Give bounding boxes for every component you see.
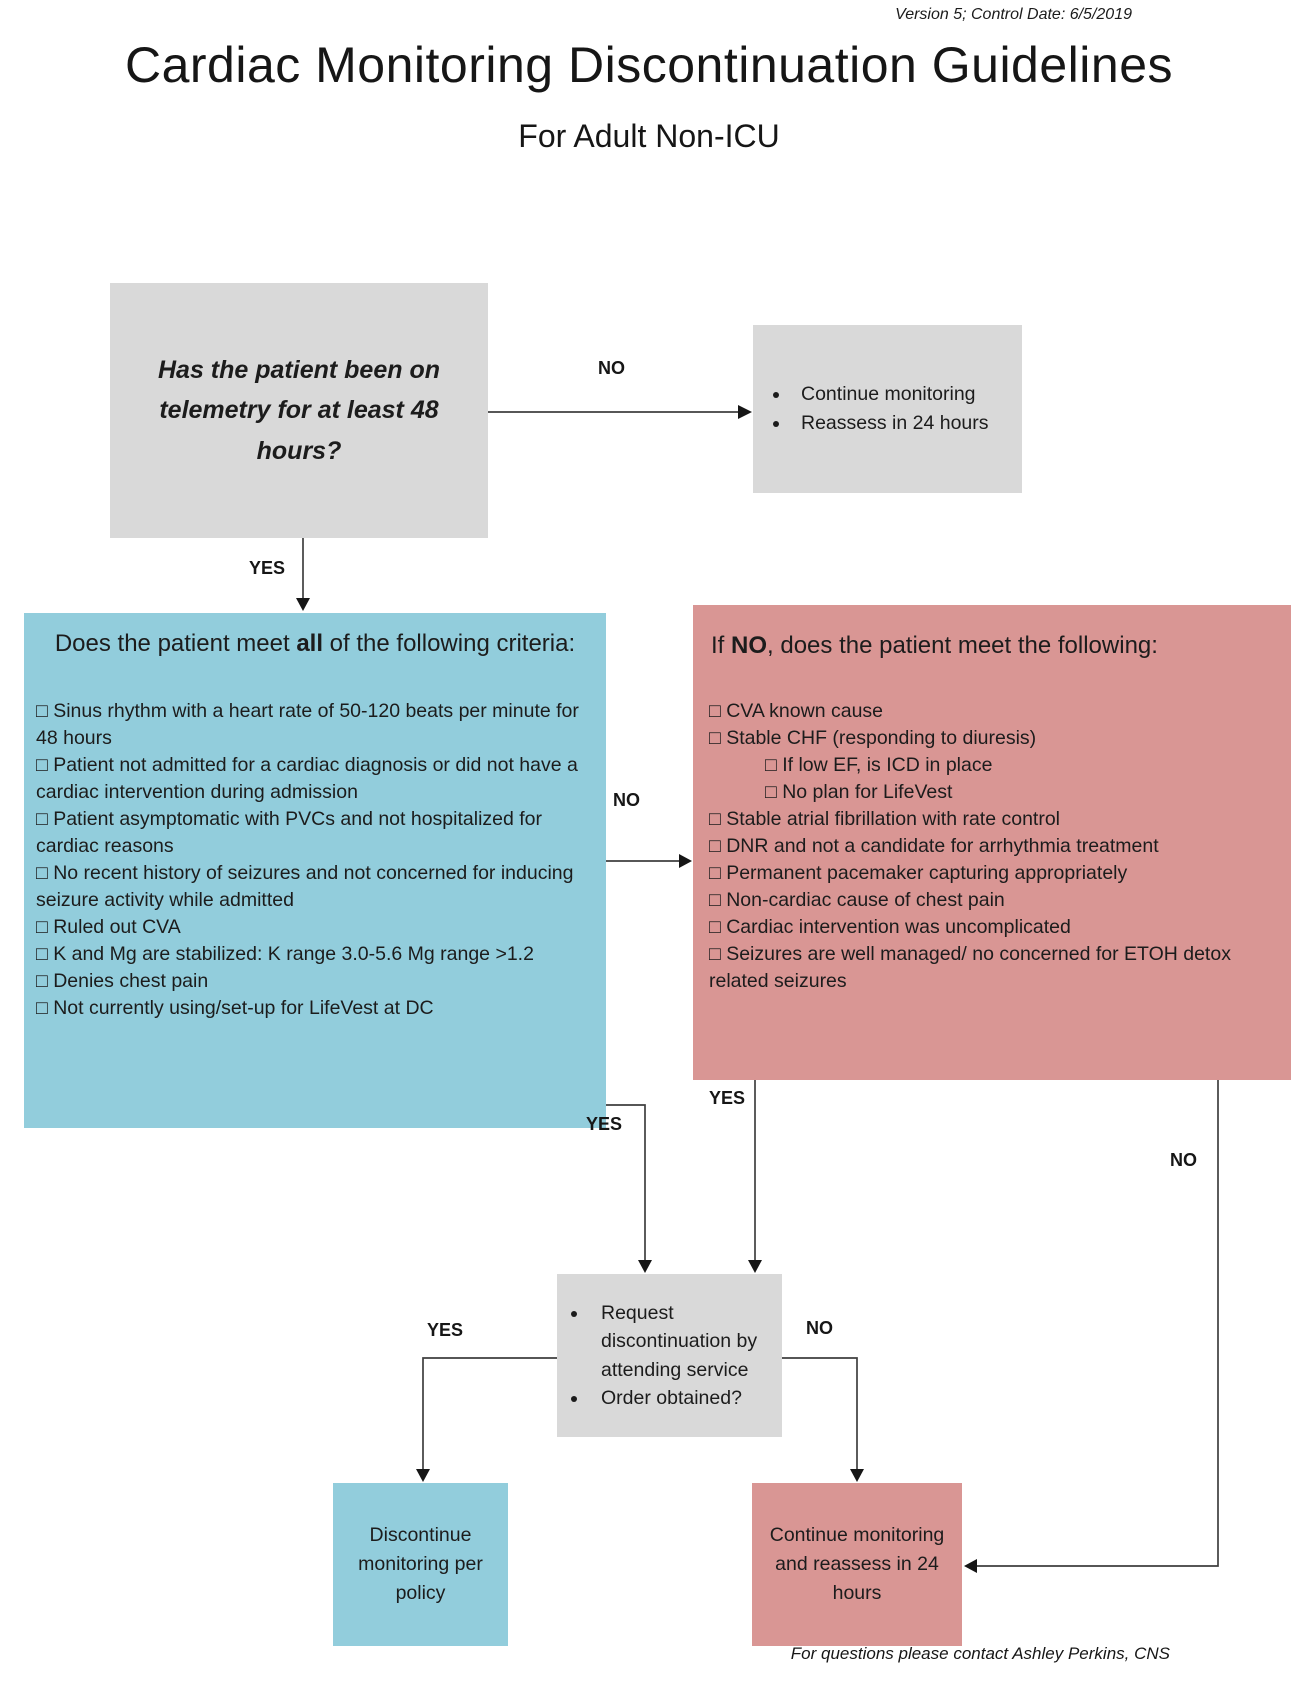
criteria-if-no-header: [711, 627, 1277, 664]
arrowhead-left-icon: [964, 1559, 977, 1573]
header-text-segment: , does the patient meet the following:: [767, 632, 1158, 659]
arrowhead-down-icon: [748, 1260, 762, 1273]
edge-label-if-no-yes: YES: [709, 1088, 746, 1108]
arrowhead-down-icon: [416, 1469, 430, 1482]
continue-monitoring-list: [753, 380, 989, 439]
arrowhead-right-icon: [738, 405, 752, 419]
page-title: Cardiac Monitoring Discontinuation Guidelines: [124, 37, 1174, 93]
arrowhead-down-icon: [638, 1260, 652, 1273]
checkbox-item: □ DNR and not a candidate for arrhythmia treatment: [709, 835, 1159, 858]
edge-label-order-no: NO: [806, 1318, 833, 1338]
checkbox-item: □ Non-cardiac cause of chest pain: [709, 889, 1005, 912]
checkbox-item: □ Patient asymptomatic with PVCs and not hospitalized for cardiac reasons: [36, 808, 543, 858]
checkbox-item: □ No recent history of seizures and not concerned for inducing seizure activity while admitted: [36, 862, 574, 912]
bullet-item: • Request discontinuation by attending service: [589, 1299, 782, 1384]
checkbox-item: □ CVA known cause: [709, 700, 884, 723]
checkbox-item: □ No plan for LifeVest: [765, 781, 953, 804]
header-text-segment: NO: [731, 632, 768, 659]
telemetry-question-text: Has the patient been on telemetry for at least 48 hours?: [158, 355, 440, 465]
checkbox-item: □ K and Mg are stabilized: K range 3.0-5.6 Mg range >1.2: [36, 943, 534, 966]
edge-label-order-yes: YES: [427, 1320, 464, 1340]
arrowhead-down-icon: [850, 1469, 864, 1482]
continue-reassess-text: Continue monitoring and reassess in 24 hours: [769, 1523, 945, 1605]
checkbox-item: □ Stable atrial fibrillation with rate control: [709, 808, 1061, 831]
criteria-all-checklist: [36, 698, 594, 1022]
checkbox-item: □ Not currently using/set-up for LifeVest at DC: [36, 997, 434, 1020]
bullet-item: • Continue monitoring: [791, 380, 989, 409]
checkbox-item: □ If low EF, is ICD in place: [765, 754, 993, 777]
header-text-segment: all: [296, 630, 324, 657]
checkbox-item: □ Patient not admitted for a cardiac diagnosis or did not have a cardiac intervention during admission: [36, 754, 578, 804]
bullet-item: • Order obtained?: [589, 1384, 782, 1412]
criteria-all-header: [44, 625, 586, 662]
node-request-discontinuation: [557, 1274, 782, 1437]
checkbox-item: □ Seizures are well managed/ no concerned for ETOH detox related seizures: [709, 943, 1231, 993]
edge-label-criteria-no: NO: [613, 790, 640, 810]
header-text-segment: If: [711, 632, 732, 659]
node-criteria-if-no: [693, 605, 1291, 1080]
node-continue-monitoring: [753, 325, 1022, 493]
request-discontinuation-list: [557, 1299, 782, 1412]
header-text-segment: of the following criteria:: [323, 630, 576, 657]
node-continue-reassess: [752, 1483, 962, 1646]
version-control-line: Version 5; Control Date: 6/5/2019: [895, 6, 1132, 23]
header-text-segment: Does the patient meet: [54, 630, 297, 657]
page-subtitle: For Adult Non-ICU: [518, 118, 780, 154]
checkbox-item: □ Permanent pacemaker capturing appropriately: [709, 862, 1128, 885]
edge-label-criteria-yes: YES: [586, 1114, 623, 1134]
checkbox-item: □ Denies chest pain: [36, 970, 209, 993]
discontinue-monitoring-text: Discontinue monitoring per policy: [358, 1523, 483, 1605]
contact-footer: For questions please contact Ashley Perkins, CNS: [790, 1644, 1170, 1663]
checkbox-item: □ Stable CHF (responding to diuresis): [709, 727, 1037, 750]
edge-label-telemetry-no: NO: [598, 358, 625, 378]
node-criteria-all: [24, 613, 606, 1128]
node-discontinue-monitoring: [333, 1483, 508, 1646]
node-telemetry-question: [110, 283, 488, 538]
checkbox-item: □ Cardiac intervention was uncomplicated: [709, 916, 1071, 939]
arrowhead-right-icon: [679, 854, 692, 868]
arrowhead-down-icon: [296, 598, 310, 611]
criteria-if-no-checklist: [709, 698, 1277, 995]
checkbox-item: □ Ruled out CVA: [36, 916, 181, 939]
edge-order-yes: [423, 1358, 557, 1469]
edge-label-if-no-no: NO: [1170, 1150, 1197, 1170]
edge-label-telemetry-yes: YES: [249, 558, 286, 578]
bullet-item: • Reassess in 24 hours: [791, 409, 989, 438]
edge-order-no: [782, 1358, 857, 1469]
checkbox-item: □ Sinus rhythm with a heart rate of 50-120 beats per minute for 48 hours: [36, 700, 579, 750]
